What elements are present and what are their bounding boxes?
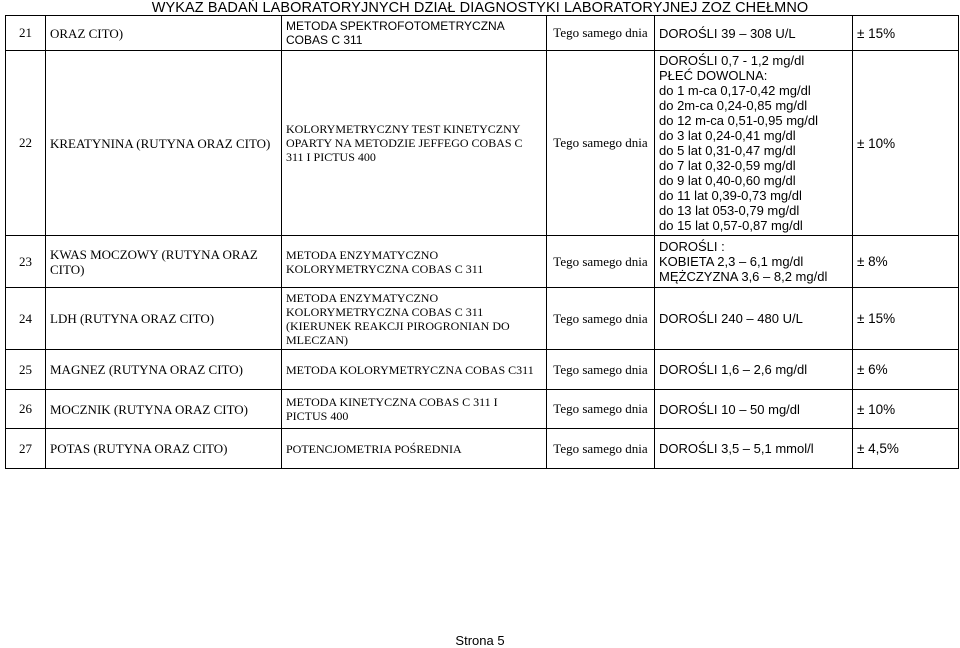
norm-line: DOROŚLI 1,6 – 2,6 mg/dl [659, 362, 808, 377]
norm-line: do 11 lat 0,39-0,73 mg/dl [659, 188, 802, 203]
test-method: METODA ENZYMATYCZNO KOLORYMETRYCZNA COBAS C 311 [282, 236, 547, 288]
norm-line: DOROŚLI 10 – 50 mg/dl [659, 401, 800, 417]
page-number: Strona 5 [455, 633, 505, 648]
norm-line: DOROŚLI 240 – 480 U/L [659, 311, 803, 326]
tolerance: ± 10% [853, 390, 959, 429]
turnaround-time: Tego samego dnia [547, 350, 655, 390]
norm-line: do 7 lat 0,32-0,59 mg/dl [659, 158, 796, 173]
norm-line: DOROŚLI 0,7 - 1,2 mg/dl [659, 53, 805, 68]
tolerance: ± 6% [853, 350, 959, 390]
test-method: METODA SPEKTROFOTOMETRYCZNA COBAS C 311 [282, 16, 547, 51]
norm-line: MĘŻCZYZNA 3,6 – 8,2 mg/dl [659, 269, 828, 284]
test-method: POTENCJOMETRIA POŚREDNIA [282, 429, 547, 469]
test-method: METODA KINETYCZNA COBAS C 311 I PICTUS 400 [282, 390, 547, 429]
test-method: METODA ENZYMATYCZNO KOLORYMETRYCZNA COBAS C 311 (KIERUNEK REAKCJI PIROGRONIAN DO MLECZAN) [282, 288, 547, 350]
test-name: MAGNEZ (RUTYNA ORAZ CITO) [46, 350, 282, 390]
tolerance: ± 4,5% [853, 429, 959, 469]
test-name: POTAS (RUTYNA ORAZ CITO) [46, 429, 282, 469]
reference-range [655, 429, 853, 469]
norm-line: DOROŚLI 39 – 308 U/L [659, 25, 796, 41]
reference-range [655, 236, 853, 288]
table-row [6, 16, 959, 51]
norm-line: do 12 m-ca 0,51-0,95 mg/dl [659, 113, 818, 128]
table-row [6, 429, 959, 469]
turnaround-time: Tego samego dnia [547, 288, 655, 350]
page-header-title: WYKAZ BADAŃ LABORATORYJNYCH DZIAŁ DIAGNOSTYKI LABORATORYJNEJ ZOZ CHEŁMNO [151, 0, 809, 16]
table-row [6, 51, 959, 236]
test-method: METODA KOLORYMETRYCZNA COBAS C311 [282, 350, 547, 390]
reference-range [655, 350, 853, 390]
tolerance: ± 8% [853, 236, 959, 288]
norm-line: DOROŚLI : [659, 239, 725, 254]
norm-line: do 2m-ca 0,24-0,85 mg/dl [659, 98, 808, 113]
turnaround-time: Tego samego dnia [547, 51, 655, 236]
reference-range [655, 16, 853, 51]
norm-line: do 13 lat 053-0,79 mg/dl [659, 203, 800, 218]
reference-range [655, 288, 853, 350]
row-number: 21 [6, 16, 46, 51]
turnaround-time: Tego samego dnia [547, 236, 655, 288]
tolerance: ± 10% [853, 51, 959, 236]
test-name: KREATYNINA (RUTYNA ORAZ CITO) [46, 51, 282, 236]
test-name: LDH (RUTYNA ORAZ CITO) [46, 288, 282, 350]
test-name: ORAZ CITO) [46, 16, 282, 51]
norm-line: do 3 lat 0,24-0,41 mg/dl [659, 128, 796, 143]
norm-line: DOROŚLI 3,5 – 5,1 mmol/l [659, 441, 814, 456]
norm-line: do 15 lat 0,57-0,87 mg/dl [659, 218, 803, 233]
norm-line: do 9 lat 0,40-0,60 mg/dl [659, 173, 796, 188]
turnaround-time: Tego samego dnia [547, 429, 655, 469]
reference-range [655, 390, 853, 429]
row-number: 23 [6, 236, 46, 288]
lab-tests-table [5, 15, 959, 469]
turnaround-time: Tego samego dnia [547, 390, 655, 429]
test-name: KWAS MOCZOWY (RUTYNA ORAZ CITO) [46, 236, 282, 288]
row-number: 26 [6, 390, 46, 429]
turnaround-time: Tego samego dnia [547, 16, 655, 51]
row-number: 25 [6, 350, 46, 390]
test-name: MOCZNIK (RUTYNA ORAZ CITO) [46, 390, 282, 429]
row-number: 27 [6, 429, 46, 469]
norm-line: do 1 m-ca 0,17-0,42 mg/dl [659, 83, 811, 98]
norm-line: PŁEĆ DOWOLNA: [659, 68, 768, 83]
row-number: 24 [6, 288, 46, 350]
table-row [6, 288, 959, 350]
row-number: 22 [6, 51, 46, 236]
tolerance: ± 15% [853, 288, 959, 350]
norm-line: KOBIETA 2,3 – 6,1 mg/dl [659, 254, 804, 269]
norm-line: do 5 lat 0,31-0,47 mg/dl [659, 143, 796, 158]
table-row [6, 390, 959, 429]
table-row [6, 236, 959, 288]
table-row [6, 350, 959, 390]
reference-range [655, 51, 853, 236]
tolerance: ± 15% [853, 16, 959, 51]
test-method: KOLORYMETRYCZNY TEST KINETYCZNY OPARTY NA METODZIE JEFFEGO COBAS C 311 I PICTUS 400 [282, 51, 547, 236]
